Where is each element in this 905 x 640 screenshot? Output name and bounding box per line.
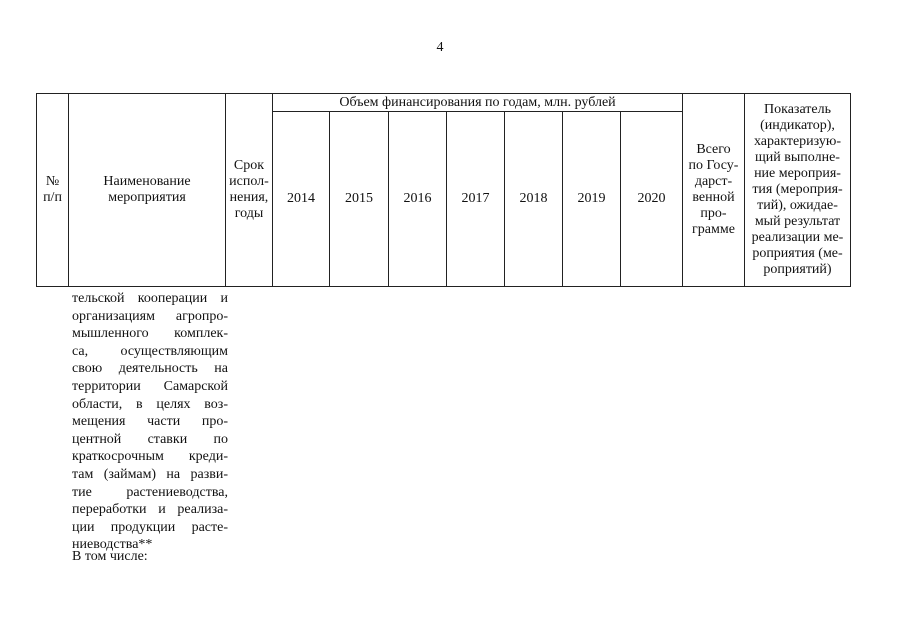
text-line: краткосрочным креди- bbox=[72, 449, 228, 465]
text-line: области, в целях воз- bbox=[72, 396, 228, 412]
header-year-cell: 2019 bbox=[563, 112, 621, 287]
header-total-column: Всего по Госу- дарст- венной про- грамме bbox=[683, 94, 745, 287]
header-year-cell: 2016 bbox=[389, 112, 447, 287]
text-line: са, осуществляющим bbox=[72, 343, 228, 359]
text-line: ниеводства** bbox=[72, 537, 153, 553]
header-year-cell: 2014 bbox=[273, 112, 330, 287]
text-line: свою деятельность на bbox=[72, 361, 228, 377]
measure-description bbox=[72, 290, 228, 554]
text-line: мышленного комплек- bbox=[72, 326, 228, 342]
text-line: территории Самарской bbox=[72, 378, 228, 394]
header-year-cell: 2015 bbox=[330, 112, 389, 287]
header-term-column: Срок испол- нения, годы bbox=[226, 94, 273, 287]
text-line: тельской кооперации и bbox=[72, 291, 228, 306]
header-year-cell: 2017 bbox=[447, 112, 505, 287]
text-line: тие растениеводства, bbox=[72, 484, 228, 500]
header-indicator-column: Показатель (индикатор), характеризую- щий выполне- ние мероприя- тия (мероприя- тий), ожидае- мый результат реализации ме- роприятия (ме- роприятий) bbox=[745, 94, 851, 287]
header-year-cell: 2020 bbox=[621, 112, 683, 287]
page-number: 4 bbox=[436, 40, 444, 55]
header-number-column: № п/п bbox=[37, 94, 69, 287]
header-name-column: Наименование мероприятия bbox=[69, 94, 226, 287]
text-line: переработки и реализа- bbox=[72, 502, 228, 518]
header-funding-title: Объем финансирования по годам, млн. рублей bbox=[273, 94, 683, 112]
header-year-cell: 2018 bbox=[505, 112, 563, 287]
text-line: мещения части про- bbox=[72, 414, 228, 430]
text-line: ции продукции расте- bbox=[72, 519, 228, 535]
text-line: там (займам) на разви- bbox=[72, 466, 228, 482]
header-table bbox=[36, 93, 851, 287]
subheading-including: В том числе: bbox=[72, 549, 148, 564]
text-line: центной ставки по bbox=[72, 431, 228, 447]
text-line: организациям агропро- bbox=[72, 308, 228, 324]
